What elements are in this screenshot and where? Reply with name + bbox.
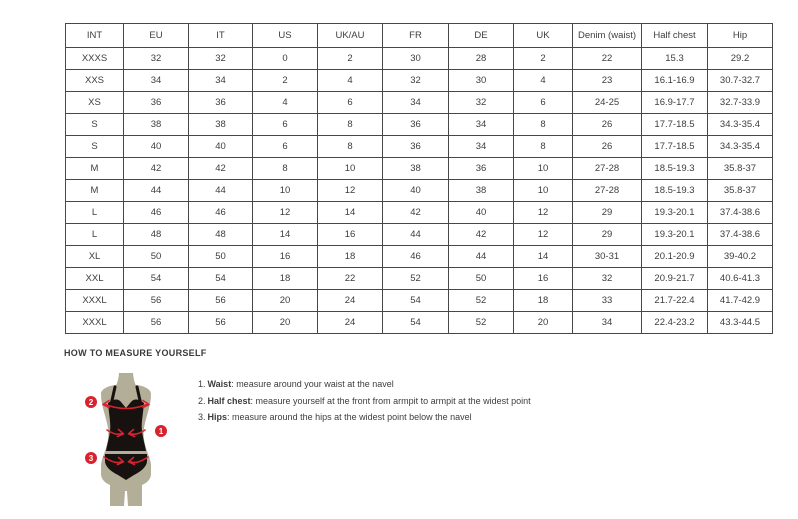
column-header: IT [189,24,253,48]
table-cell: 24-25 [573,92,642,114]
table-cell: 32 [573,268,642,290]
column-header: Hip [708,24,773,48]
table-cell: M [66,180,124,202]
table-cell: 40 [124,136,189,158]
instruction-number: 3. [198,412,206,422]
table-cell: 14 [318,202,383,224]
table-cell: 26 [573,114,642,136]
table-row [66,224,773,246]
table-cell: 20 [253,312,318,334]
table-cell: 22 [318,268,383,290]
table-cell: 40 [383,180,449,202]
table-cell: 27-28 [573,158,642,180]
table-cell: 46 [189,202,253,224]
table-cell: 30 [449,70,514,92]
table-cell: 30 [383,48,449,70]
table-cell: 18 [318,246,383,268]
table-cell: 30.7-32.7 [708,70,773,92]
table-row [66,158,773,180]
column-header: EU [124,24,189,48]
table-cell: 14 [514,246,573,268]
table-cell: 19.3-20.1 [642,224,708,246]
table-cell: 34 [189,70,253,92]
column-header: Denim (waist) [573,24,642,48]
table-cell: 34 [573,312,642,334]
measure-instruction [198,397,531,406]
table-cell: 36 [189,92,253,114]
table-row [66,268,773,290]
table-cell: L [66,224,124,246]
table-cell: 29.2 [708,48,773,70]
table-cell: 10 [253,180,318,202]
table-cell: 41.7-42.9 [708,290,773,312]
table-cell: 16.1-16.9 [642,70,708,92]
table-row [66,246,773,268]
table-cell: 20 [514,312,573,334]
table-cell: 29 [573,202,642,224]
measure-instructions [198,370,531,511]
table-cell: 37.4-38.6 [708,202,773,224]
table-cell: 34 [449,136,514,158]
table-cell: 2 [514,48,573,70]
table-cell: 50 [189,246,253,268]
table-cell: 12 [514,224,573,246]
table-cell: 34 [449,114,514,136]
table-cell: 33 [573,290,642,312]
instruction-label: Waist [207,379,232,389]
section-title: HOW TO MEASURE YOURSELF [64,348,207,358]
table-cell: 42 [124,158,189,180]
table-cell: 40 [449,202,514,224]
table-cell: 36 [449,158,514,180]
table-cell: 21.7-22.4 [642,290,708,312]
table-cell: 52 [449,290,514,312]
table-cell: 10 [318,158,383,180]
table-cell: 39-40.2 [708,246,773,268]
column-header: Half chest [642,24,708,48]
size-chart [65,23,773,334]
table-cell: 18 [514,290,573,312]
table-cell: 16 [253,246,318,268]
table-cell: 6 [253,114,318,136]
table-cell: 35.8-37 [708,180,773,202]
instruction-number: 1. [198,379,206,389]
table-cell: 36 [383,114,449,136]
column-header: US [253,24,318,48]
table-cell: 54 [124,268,189,290]
table-cell: 4 [514,70,573,92]
table-cell: 48 [124,224,189,246]
table-cell: 18.5-19.3 [642,158,708,180]
table-cell: 2 [253,70,318,92]
table-cell: 35.8-37 [708,158,773,180]
table-cell: 34.3-35.4 [708,136,773,158]
table-cell: 16 [318,224,383,246]
table-cell: 56 [124,290,189,312]
measurement-mannequin-icon [80,370,172,506]
table-cell: 19.3-20.1 [642,202,708,224]
table-cell: L [66,202,124,224]
table-cell: 10 [514,158,573,180]
table-cell: 18.5-19.3 [642,180,708,202]
table-cell: 2 [318,48,383,70]
table-cell: 40.6-41.3 [708,268,773,290]
measure-instruction [198,413,531,422]
instruction-number: 2. [198,395,206,406]
table-cell: 12 [318,180,383,202]
table-row [66,290,773,312]
table-cell: 18 [253,268,318,290]
table-cell: 24 [318,312,383,334]
table-cell: 8 [318,136,383,158]
table-cell: 32 [449,92,514,114]
table-cell: 16.9-17.7 [642,92,708,114]
table-cell: XXXL [66,312,124,334]
table-cell: 56 [189,312,253,334]
table-cell: 42 [383,202,449,224]
table-cell: 24 [318,290,383,312]
table-cell: 38 [124,114,189,136]
table-row [66,114,773,136]
badge-1-number: 1 [158,427,164,436]
measurement-figure [80,370,172,511]
table-cell: 38 [449,180,514,202]
table-cell: 32 [124,48,189,70]
table-cell: 50 [449,268,514,290]
table-cell: 17.7-18.5 [642,114,708,136]
column-header: FR [383,24,449,48]
table-cell: 48 [189,224,253,246]
table-cell: 4 [253,92,318,114]
instruction-label: Hips [207,412,228,422]
table-cell: 54 [383,312,449,334]
table-cell: 8 [318,114,383,136]
table-cell: XXXS [66,48,124,70]
badge-2-number: 2 [88,398,94,407]
table-cell: 12 [253,202,318,224]
table-cell: 16 [514,268,573,290]
table-row [66,136,773,158]
instruction-label: Half chest [207,395,251,406]
column-header: UK [514,24,573,48]
table-cell: 34 [383,92,449,114]
table-cell: XXXL [66,290,124,312]
table-cell: 15.3 [642,48,708,70]
table-cell: 56 [124,312,189,334]
table-header-row [66,24,773,48]
table-cell: 8 [253,158,318,180]
table-cell: 54 [189,268,253,290]
table-cell: 54 [383,290,449,312]
table-cell: 44 [449,246,514,268]
table-cell: 50 [124,246,189,268]
table-row [66,92,773,114]
table-cell: 27-28 [573,180,642,202]
table-cell: 46 [383,246,449,268]
table-cell: 46 [124,202,189,224]
table-cell: 8 [514,136,573,158]
table-cell: 17.7-18.5 [642,136,708,158]
table-cell: 56 [189,290,253,312]
size-chart-table [65,23,773,334]
instruction-text: : measure yourself at the front from armpit to armpit at the widest point [250,395,531,406]
table-cell: XS [66,92,124,114]
table-cell: 52 [383,268,449,290]
table-cell: 20 [253,290,318,312]
table-cell: 43.3-44.5 [708,312,773,334]
table-cell: 30-31 [573,246,642,268]
table-cell: 36 [124,92,189,114]
table-cell: 26 [573,136,642,158]
table-cell: 32 [383,70,449,92]
column-header: UK/AU [318,24,383,48]
table-cell: S [66,136,124,158]
table-cell: 32.7-33.9 [708,92,773,114]
table-cell: 22 [573,48,642,70]
instruction-text: : measure around your waist at the navel [231,379,394,389]
table-cell: XXL [66,268,124,290]
table-cell: 37.4-38.6 [708,224,773,246]
table-cell: XL [66,246,124,268]
table-cell: 6 [253,136,318,158]
instruction-text: : measure around the hips at the widest point below the navel [227,412,472,422]
table-cell: 22.4-23.2 [642,312,708,334]
table-cell: 4 [318,70,383,92]
table-cell: 32 [189,48,253,70]
table-cell: 6 [318,92,383,114]
table-cell: 10 [514,180,573,202]
table-cell: XXS [66,70,124,92]
table-cell: 29 [573,224,642,246]
table-cell: M [66,158,124,180]
table-row [66,202,773,224]
table-cell: 52 [449,312,514,334]
table-row [66,70,773,92]
table-cell: 42 [449,224,514,246]
how-to-measure-section [64,348,531,511]
table-cell: 36 [383,136,449,158]
table-cell: 6 [514,92,573,114]
table-cell: 20.1-20.9 [642,246,708,268]
table-cell: 44 [383,224,449,246]
table-cell: 44 [124,180,189,202]
table-cell: S [66,114,124,136]
column-header: INT [66,24,124,48]
measure-instruction [198,380,531,389]
table-cell: 0 [253,48,318,70]
table-cell: 12 [514,202,573,224]
table-cell: 38 [383,158,449,180]
table-row [66,312,773,334]
table-cell: 34.3-35.4 [708,114,773,136]
table-cell: 20.9-21.7 [642,268,708,290]
table-row [66,48,773,70]
table-row [66,180,773,202]
badge-3-number: 3 [88,454,94,463]
table-cell: 38 [189,114,253,136]
column-header: DE [449,24,514,48]
table-cell: 8 [514,114,573,136]
table-cell: 28 [449,48,514,70]
table-cell: 34 [124,70,189,92]
table-cell: 14 [253,224,318,246]
table-cell: 23 [573,70,642,92]
table-cell: 42 [189,158,253,180]
table-cell: 44 [189,180,253,202]
table-cell: 40 [189,136,253,158]
